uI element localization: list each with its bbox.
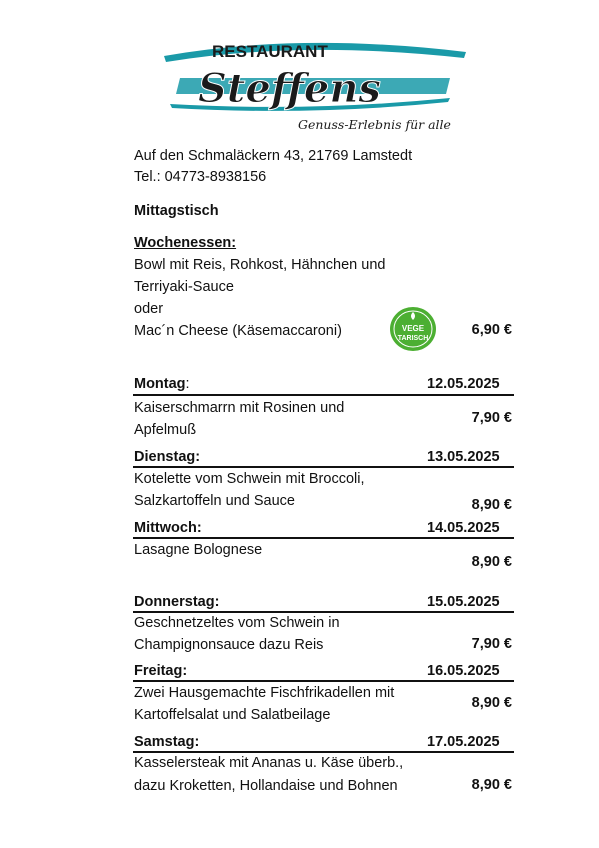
dish-line: Kartoffelsalat und Salatbeilage [134,707,331,723]
day-label: Mittwoch: [134,520,202,536]
weekly-line: Terriyaki-Sauce [134,279,234,295]
dish-line: Salzkartoffeln und Sauce [134,493,295,509]
logo-tagline: Genuss-Erlebnis für alle [298,117,451,132]
dish-price: 8,90 € [471,777,512,793]
weekly-heading: Wochenessen: [134,235,237,251]
dish-price: 8,90 € [471,554,512,570]
weekly-price: 6,90 € [471,322,512,338]
dish-line: Lasagne Bolognese [134,542,263,558]
logo-top-text: RESTAURANT [212,42,328,61]
dish-price: 8,90 € [471,497,512,513]
divider [133,394,514,396]
day-label: Montag: [134,376,190,392]
weekly-line: Mac´n Cheese (Käsemaccaroni) [134,323,342,339]
menu-title: Mittagstisch [134,203,219,219]
day-date: 16.05.2025 [427,663,500,679]
dish-line: Geschnetzeltes vom Schwein in [134,615,340,631]
dish-price: 7,90 € [471,636,512,652]
divider [133,537,514,539]
day-date: 17.05.2025 [427,734,500,750]
vegetarian-badge-icon [389,306,437,352]
dish-line: Champignonsauce dazu Reis [134,637,324,653]
day-label: Samstag: [134,734,200,750]
badge-text: TARISCH [397,335,429,342]
dish-line: Zwei Hausgemachte Fischfrikadellen mit [134,685,395,701]
day-label: Dienstag: [134,449,201,465]
logo-name: Steffens [198,65,381,112]
dish-line: Kaiserschmarrn mit Rosinen und [134,400,345,416]
weekly-line: oder [134,301,164,317]
divider [133,680,514,682]
address-street: Auf den Schmaläckern 43, 21769 Lamstedt [134,148,413,164]
divider [133,466,514,468]
dish-price: 7,90 € [471,410,512,426]
day-label: Freitag: [134,663,188,679]
address-phone: Tel.: 04773-8938156 [134,169,267,185]
dish-line: Kasselersteak mit Ananas u. Käse überb., [134,755,404,771]
divider [133,751,514,753]
day-date: 14.05.2025 [427,520,500,536]
dish-line: dazu Kroketten, Hollandaise und Bohnen [134,778,398,794]
badge-text: VEGE [401,324,425,333]
day-date: 13.05.2025 [427,449,500,465]
dish-line: Apfelmuß [134,422,197,438]
day-label: Donnerstag: [134,594,220,610]
restaurant-logo [150,38,470,138]
dish-price: 8,90 € [471,695,512,711]
day-date: 12.05.2025 [427,376,500,392]
dish-line: Kotelette vom Schwein mit Broccoli, [134,471,365,487]
weekly-line: Bowl mit Reis, Rohkost, Hähnchen und [134,257,386,273]
divider [133,611,514,613]
day-date: 15.05.2025 [427,594,500,610]
